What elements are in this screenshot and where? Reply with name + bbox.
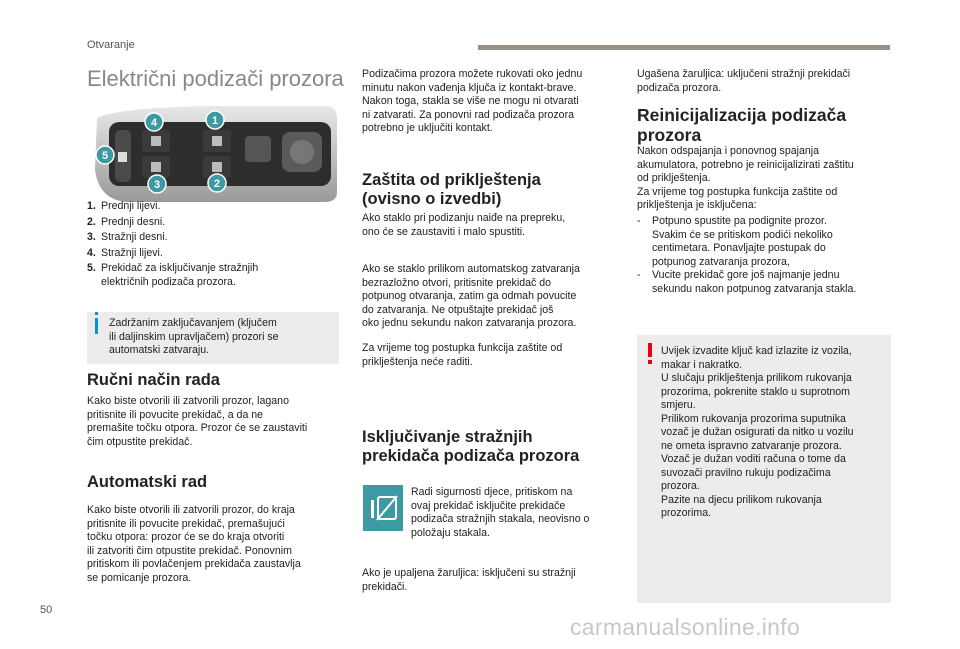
list-item: 5. Prekidač za isključivanje stražnjih električnih podizača prozora.	[87, 262, 259, 288]
intro-text: Podizačima prozora možete rukovati oko jednu minutu nakon vađenja ključa iz kontakt-brave. Nakon toga, stakla se više ne mogu ni otvarati ni zatvarati. Za ponovni rad podizača prozora potrebno je uključiti kontakt.	[362, 68, 583, 134]
lamp-off-text: Ugašena žaruljica: uključeni stražnji prekidači podizača prozora.	[637, 68, 851, 94]
svg-text:5: 5	[101, 150, 109, 162]
callout-3	[148, 175, 166, 193]
callout-1	[206, 111, 224, 129]
header-bar	[478, 45, 890, 50]
list-item: - Vucite prekidač gore još najmanje jednu sekundu nakon potpunog zatvaranja stakla.	[637, 269, 857, 295]
callout-5	[96, 146, 114, 164]
protection-text-3: Za vrijeme tog postupka funkcija zaštite od priklještenja neće raditi.	[362, 342, 563, 368]
svg-text:1: 1	[211, 115, 219, 127]
disable-note: Ako je upaljena žaruljica: isključeni su stražnji prekidači.	[362, 567, 576, 593]
heading-reinit: Reinicijalizacija podizača prozora	[637, 105, 847, 145]
disable-text: Radi sigurnosti djece, pritiskom na ovaj prekidač isključite prekidače podizača stražnjih stakala, neovisno o položaju stakala.	[411, 486, 590, 539]
svg-text:3: 3	[153, 179, 161, 191]
info-icon	[95, 312, 98, 315]
heading-protection: Zaštita od priklještenja (ovisno o izvedbi)	[362, 171, 541, 208]
parts-list	[87, 199, 337, 289]
protection-text-2: Ako se staklo prilikom automatskog zatvaranja bezrazložno otvori, pritisnite prekidač do potpunog otvaranja, zatim ga odmah povucite do zatvaranja. Ne otpuštajte prekidač još oko jednu sekundu nakon zatvaranja prozora.	[362, 263, 580, 329]
svg-text:4: 4	[150, 117, 158, 129]
warning-icon	[648, 343, 652, 357]
manual-text: Kako biste otvorili ili zatvorili prozor, lagano pritisnite ili povucite prekidač, a da ne premašite točku otpora. Prozor će se zaustaviti čim otpustite prekidač.	[87, 395, 308, 448]
info-icon-bar	[95, 318, 98, 334]
svg-text:2: 2	[213, 178, 221, 190]
reinit-text: Nakon odspajanja i ponovnog spajanja akumulatora, potrebno je reinicijalizirati zaštitu od priklještenja. Za vrijeme tog postupka funkcija zaštite od priklještenja je isključena:	[637, 145, 854, 211]
info-box	[87, 312, 339, 364]
auto-text: Kako biste otvorili ili zatvorili prozor, do kraja pritisnite ili povucite prekidač, premašujući točku otpora: prozor će se do kraja otvoriti ili zatvoriti čim otpustite prekidač. Ponovnim pritiskom ili povlačenjem prekidača zaustavlja se pomicanje prozora.	[87, 504, 301, 584]
window-switch-panel-illustration	[87, 100, 337, 203]
heading-manual: Ručni način rada	[87, 371, 220, 389]
list-item: 3. Stražnji desni.	[87, 231, 168, 243]
section-title: Otvaranje	[87, 39, 135, 51]
watermark: carmanualsonline.info	[570, 614, 801, 640]
list-item: - Potpuno spustite pa podignite prozor. Svakim će se pritiskom podići nekoliko centimetara. Ponavljajte postupak do potpunog zatvaranja prozora,	[637, 215, 833, 268]
page-title: Električni podizači prozora	[87, 66, 344, 91]
callout-2	[208, 174, 226, 192]
warning-box	[637, 335, 891, 603]
warning-icon-dot	[648, 360, 652, 364]
info-text: Zadržanim zaključavanjem (ključem ili daljinskim upravljačem) prozori se automatski zatvaraju.	[109, 317, 279, 356]
heading-auto: Automatski rad	[87, 473, 208, 491]
protection-text-1: Ako staklo pri podizanju naiđe na prepreku, ono će se zaustaviti i malo spustiti.	[362, 212, 566, 238]
page-number: 50	[40, 604, 53, 616]
warning-text: Uvijek izvadite ključ kad izlazite iz vozila, makar i nakratko. U slučaju priklještenja prilikom rukovanja prozorima, pokrenite staklo u suprotnom smjeru. Prilikom rukovanja prozorima suputnika vozač je dužan osigurati da nitko u vozilu ne ometa ispravno zatvaranje prozora. Vozač je dužan voditi računa o tome da suvozači pravilno rukuju podizačima prozora. Pazite na djecu prilikom rukovanja prozorima.	[661, 345, 854, 519]
callout-4	[145, 113, 163, 131]
reinit-steps	[637, 215, 897, 296]
heading-disable: Isključivanje stražnjih prekidača podizača prozora	[362, 428, 580, 465]
list-item: 1. Prednji lijevi.	[87, 200, 161, 212]
child-lock-switch-icon	[363, 485, 403, 531]
list-item: 4. Stražnji lijevi.	[87, 246, 163, 259]
list-item: 2. Prednji desni.	[87, 215, 166, 228]
